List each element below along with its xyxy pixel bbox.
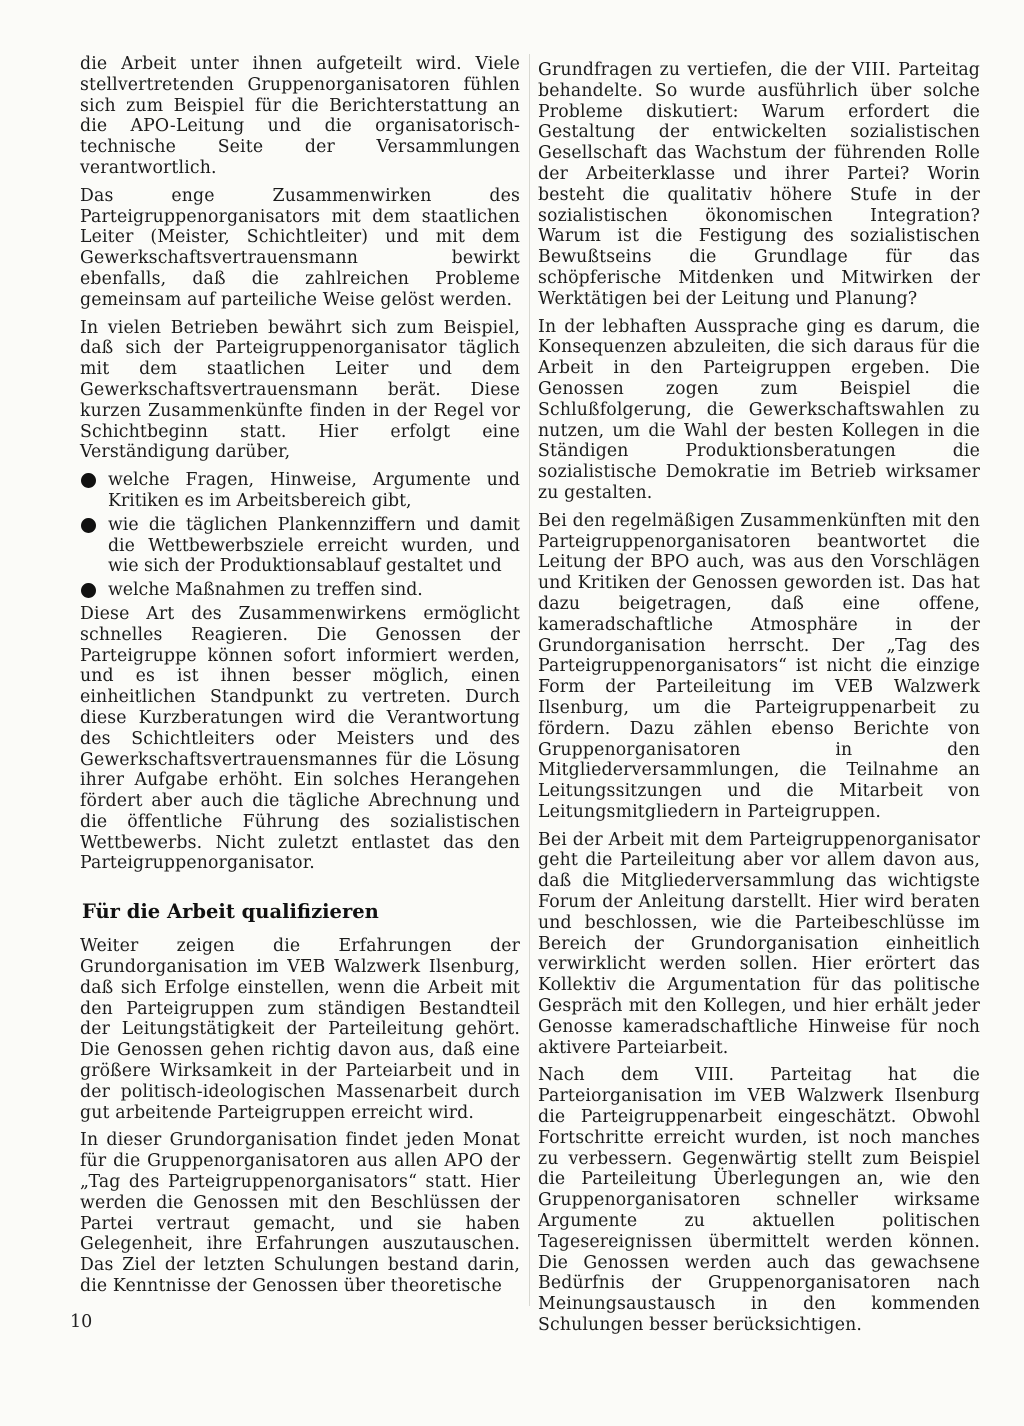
bullet-item: [80, 515, 520, 577]
bullet-text: welche Maßnahmen zu treffen sind.: [108, 580, 423, 601]
bullet-item: [80, 470, 520, 512]
paragraph: Weiter zeigen die Erfahrungen der Grundorganisation im VEB Walzwerk Ilsenburg, daß sich Erfolge einstellen, wenn die Arbeit mit den Parteigruppen zum ständigen Bestandteil der Leitungstätigkeit der Parteileitung gehört. Die Genossen gehen richtig davon aus, daß eine größere Wirksamkeit in der Parteiarbeit und in der politisch-ideologischen Massenarbeit durch gut arbeitende Parteigruppen erreicht wird.: [80, 936, 520, 1123]
bullet-item: [80, 580, 520, 601]
paragraph: Das enge Zusammenwirken des Parteigruppenorganisators mit dem staatlichen Leiter (Meister, Schichtleiter) und mit dem Gewerkschaftsvertrauensmann bewirkt ebenfalls, daß die zahlreichen Probleme gemeinsam auf parteiliche Weise gelöst werden.: [80, 185, 520, 310]
paragraph: Bei den regelmäßigen Zusammenkünften mit den Parteigruppenorganisatoren beantwortet die Leitung der BPO auch, was aus den Vorschlägen und Kritiken der Genossen geworden ist. Das hat dazu beigetragen, daß eine offene, kameradschaftliche Atmosphäre in der Grundorganisation herrscht. Der „Tag des Parteigruppenorganisators“ ist nicht die einzige Form der Parteileitung im VEB Walzwerk Ilsenburg, um die Parteigruppenarbeit zu fördern. Dazu zählen ebenso Berichte von Gruppenorganisatoren in den Mitgliederversammlungen, die Teilnahme an Leitungssitzungen und die Mitarbeit von Leitungsmitgliedern in Parteigruppen.: [538, 510, 980, 822]
paragraph: Bei der Arbeit mit dem Parteigruppenorganisator geht die Parteileitung aber vor allem davon aus, daß die Mitgliederversammlung das wichtigste Forum der Anleitung darstellt. Hier wird beraten und beschlossen, wie die Parteibeschlüsse im Bereich der Grundorganisation einheitlich verwirklicht werden sollen. Hier erörtert das Kollektiv die Argumentation für das politische Gespräch mit den Kollegen, und hier erhält jeder Genosse kameradschaftliche Hinweise für noch aktivere Parteiarbeit.: [538, 829, 980, 1058]
paragraph: Diese Art des Zusammenwirkens ermöglicht schnelles Reagieren. Die Genossen der Parteigruppe können sofort informiert werden, und es ist ihnen besser möglich, einen einheitlichen Standpunkt zu vertreten. Durch diese Kurzberatungen wird die Verantwortung des Schichtleiters oder Meisters und des Gewerkschaftsvertrauensmannes für die Lösung ihrer Aufgabe erhöht. Ein solches Herangehen fördert aber auch die tägliche Abrechnung und die öffentliche Führung des sozialistischen Wettbewerbs. Nicht zuletzt entlastet das den Parteigruppenorganisator.: [80, 603, 520, 874]
bullet-dot-icon: [81, 518, 96, 533]
paragraph: In dieser Grundorganisation findet jeden Monat für die Gruppenorganisatoren aus allen APO der „Tag des Parteigruppenorganisators“ statt. Hier werden die Genossen mit den Beschlüssen der Partei vertraut gemacht, und sie haben Gelegenheit, ihre Erfahrungen auszutauschen. Das Ziel der letzten Schulungen bestand darin, die Kenntnisse der Genossen über theoretische: [80, 1130, 520, 1297]
bullet-dot-icon: [81, 473, 96, 488]
bullet-text: wie die täglichen Plankennziffern und damit die Wettbewerbsziele erreicht wurden, und wie sich der Produktionsablauf gestaltet und: [108, 514, 520, 577]
page-number: 10: [70, 1312, 93, 1332]
paragraph: In der lebhaften Aussprache ging es darum, die Konsequenzen abzuleiten, die sich daraus für die Arbeit in den Parteigruppen ergeben. Die Genossen zogen zum Beispiel die Schlußfolgerung, die Gewerkschaftswahlen zu nutzen, um die Wahl der besten Kollegen in die Ständigen Produktionsberatungen die sozialistische Demokratie im Betrieb wirksamer zu gestalten.: [538, 316, 980, 503]
column-divider: [529, 54, 530, 1306]
bullet-dot-icon: [81, 583, 96, 598]
paragraph: Nach dem VIII. Parteitag hat die Parteiorganisation im VEB Walzwerk Ilsenburg die Parteigruppenarbeit eingeschätzt. Obwohl Fortschritte erreicht wurden, ist noch manches zu verbessern. Gegenwärtig stellt zum Beispiel die Parteileitung Überlegungen an, wie den Gruppenorganisatoren schneller wirksame Argumente zu aktuellen politischen Tagesereignissen übermittelt werden können. Die Genossen werden auch das gewachsene Bedürfnis der Gruppenorganisatoren nach Meinungsaustausch in den kommenden Schulungen besser berücksichtigen.: [538, 1065, 980, 1336]
paragraph: Grundfragen zu vertiefen, die der VIII. Parteitag behandelte. So wurde ausführlich über solche Probleme diskutiert: Warum erfordert die Gestaltung der entwickelten sozialistischen Gesellschaft das Wachstum der führenden Rolle der Arbeiterklasse und ihrer Partei? Worin besteht die qualitativ höhere Stufe in der sozialistischen ökonomischen Integration? Warum ist die Festigung des sozialistischen Bewußtseins die Grundlage für das schöpferische Mitdenken und Mitwirken der Werktätigen bei der Leitung und Planung?: [538, 60, 980, 309]
left-column: [80, 54, 520, 1304]
paragraph: die Arbeit unter ihnen aufgeteilt wird. Viele stellvertretenden Gruppenorganisatoren fühlen sich zum Beispiel für die Berichterstattung an die APO-Leitung und die organisatorisch-technische Seite der Versammlungen verantwortlich.: [80, 54, 520, 178]
section-heading: Für die Arbeit qualifizieren: [82, 900, 379, 924]
paragraph: In vielen Betrieben bewährt sich zum Beispiel, daß sich der Parteigruppenorganisator täglich mit dem staatlichen Leiter und dem Gewerkschaftsvertrauensmann berät. Diese kurzen Zusammenkünfte finden in der Regel vor Schichtbeginn statt. Hier erfolgt eine Verständigung darüber,: [80, 317, 520, 463]
bullet-list: [80, 470, 520, 601]
right-column: [538, 60, 980, 1343]
bullet-text: welche Fragen, Hinweise, Argumente und Kritiken es im Arbeitsbereich gibt,: [108, 470, 520, 511]
